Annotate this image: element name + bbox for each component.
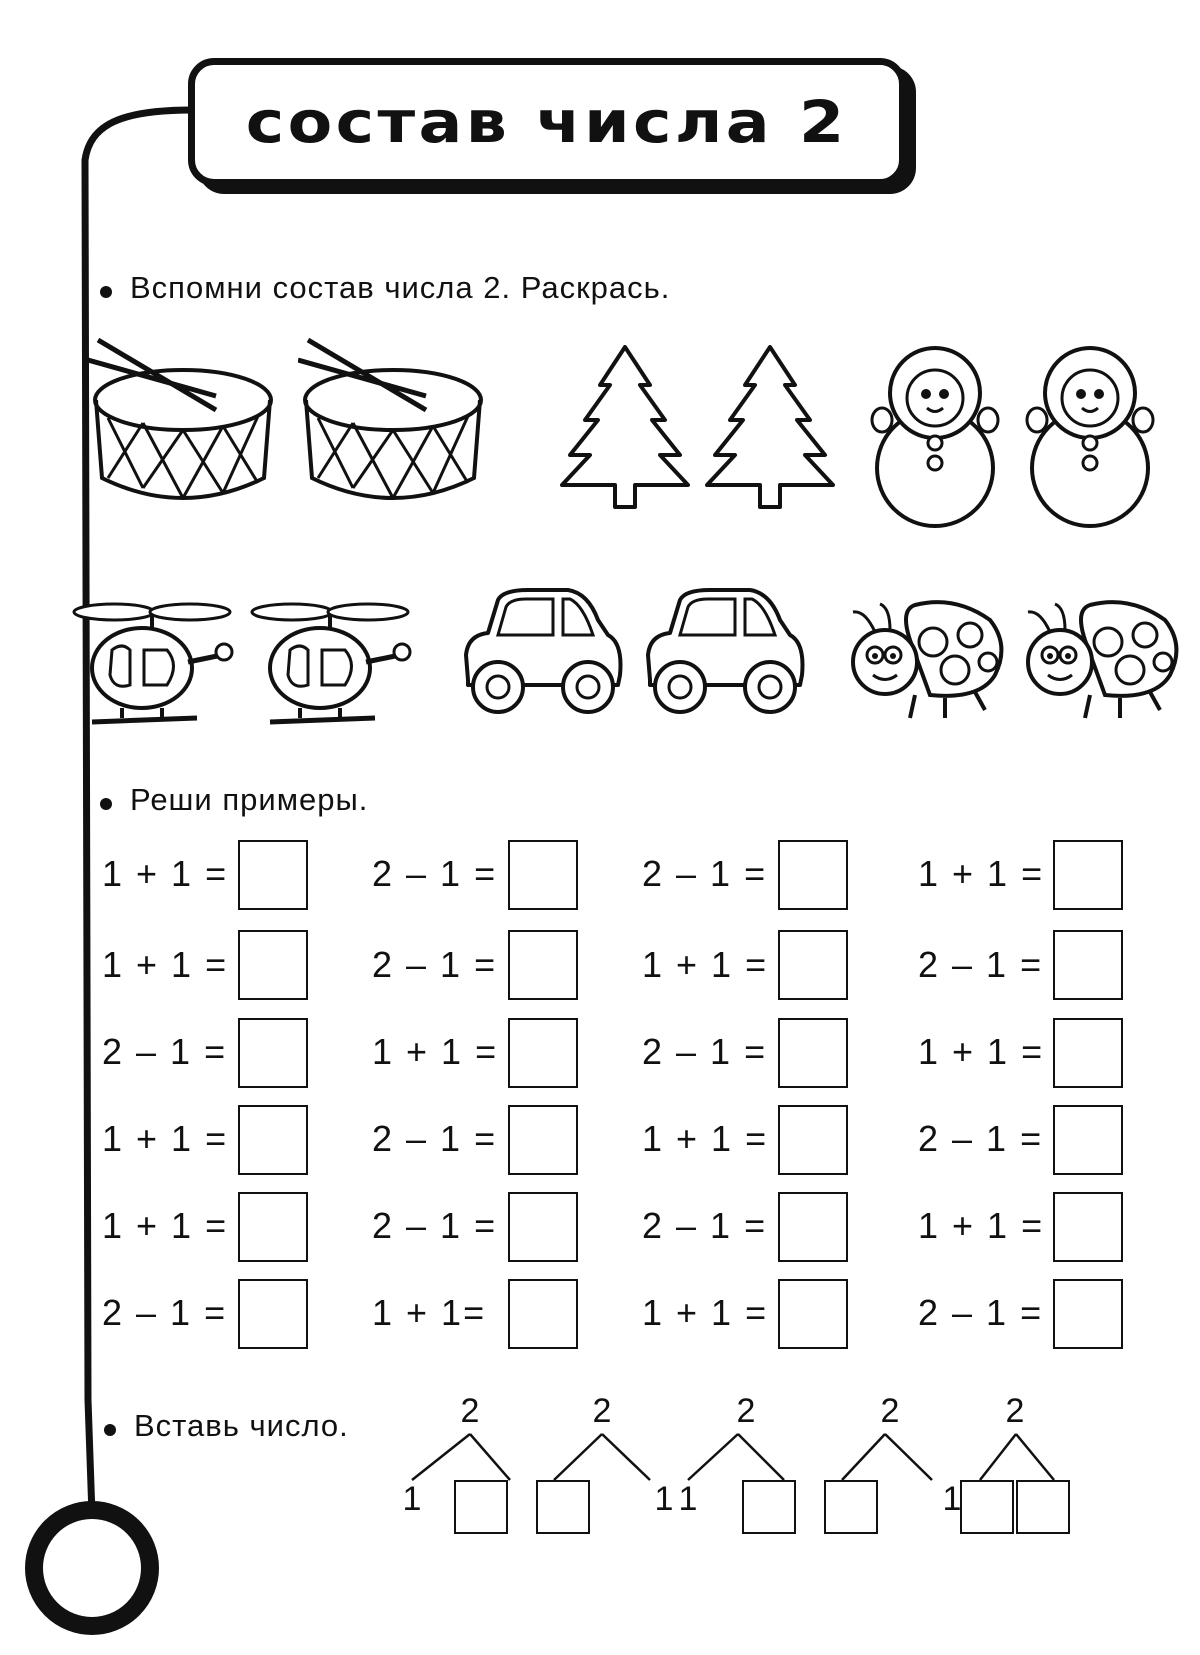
answer-box[interactable] (238, 930, 308, 1000)
example-expression: 2 – 1 = (372, 1118, 498, 1159)
answer-box[interactable] (508, 1105, 578, 1175)
example-expression: 1 + 1 = (102, 1205, 229, 1246)
answer-box[interactable] (1053, 840, 1123, 910)
answer-box[interactable] (508, 1279, 578, 1349)
tree-right-number: 1 (654, 1480, 674, 1518)
car-icon (458, 585, 628, 720)
example-expression: 2 – 1 = (642, 1031, 768, 1072)
tree-right-box[interactable] (454, 1480, 508, 1534)
car-icon (640, 585, 810, 720)
example-expression: 1 + 1 = (642, 1118, 769, 1159)
tree-branches (950, 1432, 1080, 1482)
task-2-label: Реши примеры. (130, 782, 369, 817)
answer-box[interactable] (1053, 1018, 1123, 1088)
example-expression: 1 + 1 = (102, 1118, 229, 1159)
answer-box[interactable] (1053, 1192, 1123, 1262)
tree-branches (676, 1432, 816, 1482)
helicopter-icon (72, 600, 237, 730)
example-expression: 1 + 1 = (102, 853, 229, 894)
fir-tree-icon (560, 345, 690, 510)
bullet-3 (104, 1424, 116, 1436)
bullet-1 (100, 286, 112, 298)
tree-top-number: 2 (1005, 1392, 1025, 1430)
number-tree (532, 1392, 672, 1542)
tree-left-box[interactable] (960, 1480, 1014, 1534)
answer-box[interactable] (778, 1192, 848, 1262)
example-expression: 1 + 1= (372, 1292, 487, 1333)
tree-left-number: 1 (678, 1480, 698, 1518)
ladybug-icon (1020, 600, 1185, 725)
answer-box[interactable] (238, 1279, 308, 1349)
example-expression: 2 – 1 = (372, 853, 498, 894)
answer-box[interactable] (778, 1018, 848, 1088)
example-expression: 2 – 1 = (102, 1031, 228, 1072)
example-expression: 1 + 1 = (918, 853, 1045, 894)
example-expression: 1 + 1 = (102, 944, 229, 985)
answer-box[interactable] (778, 1279, 848, 1349)
roly-poly-doll-icon (870, 338, 1000, 528)
ladybug-icon (845, 600, 1010, 725)
answer-box[interactable] (1053, 1105, 1123, 1175)
example-expression: 2 – 1 = (642, 853, 768, 894)
answer-box[interactable] (778, 1105, 848, 1175)
example-expression: 2 – 1 = (918, 1292, 1044, 1333)
example-expression: 2 – 1 = (102, 1292, 228, 1333)
drum-icon (298, 338, 488, 518)
drum-icon (88, 338, 278, 518)
roly-poly-doll-icon (1025, 338, 1155, 528)
tree-left-box[interactable] (536, 1480, 590, 1534)
task-3-label: Вставь число. (134, 1408, 349, 1443)
answer-box[interactable] (508, 840, 578, 910)
number-tree (820, 1392, 960, 1542)
tree-top-number: 2 (736, 1392, 756, 1430)
answer-box[interactable] (508, 1192, 578, 1262)
tree-branches (820, 1432, 960, 1482)
example-expression: 2 – 1 = (372, 1205, 498, 1246)
tree-right-box[interactable] (742, 1480, 796, 1534)
bullet-2 (100, 798, 112, 810)
example-expression: 2 – 1 = (372, 944, 498, 985)
title-box (188, 58, 906, 186)
answer-box[interactable] (238, 1192, 308, 1262)
example-expression: 1 + 1 = (642, 1292, 769, 1333)
number-tree (676, 1392, 816, 1542)
example-expression: 2 – 1 = (918, 1118, 1044, 1159)
tree-branches (400, 1432, 540, 1482)
fir-tree-icon (705, 345, 835, 510)
example-expression: 1 + 1 = (918, 1031, 1045, 1072)
example-expression: 1 + 1 = (642, 944, 769, 985)
answer-box[interactable] (238, 840, 308, 910)
answer-box[interactable] (238, 1105, 308, 1175)
example-expression: 2 – 1 = (642, 1205, 768, 1246)
tree-right-box[interactable] (1016, 1480, 1070, 1534)
answer-box[interactable] (238, 1018, 308, 1088)
answer-box[interactable] (1053, 1279, 1123, 1349)
tree-branches (532, 1432, 672, 1482)
task-1-label: Вспомни состав числа 2. Раскрась. (130, 270, 671, 305)
tree-top-number: 2 (460, 1392, 480, 1430)
answer-box[interactable] (778, 930, 848, 1000)
answer-box[interactable] (508, 1018, 578, 1088)
tree-left-box[interactable] (824, 1480, 878, 1534)
number-tree (400, 1392, 540, 1542)
answer-box[interactable] (508, 930, 578, 1000)
tree-top-number: 2 (880, 1392, 900, 1430)
ring-icon (34, 1510, 150, 1626)
example-expression: 1 + 1 = (372, 1031, 499, 1072)
number-tree (950, 1392, 1080, 1542)
page-title: состав числа 2 (246, 88, 848, 156)
example-expression: 2 – 1 = (918, 944, 1044, 985)
tree-left-number: 1 (402, 1480, 422, 1518)
answer-box[interactable] (1053, 930, 1123, 1000)
answer-box[interactable] (778, 840, 848, 910)
tree-right-number: 1 (942, 1480, 962, 1518)
tree-top-number: 2 (592, 1392, 612, 1430)
example-expression: 1 + 1 = (918, 1205, 1045, 1246)
helicopter-icon (250, 600, 415, 730)
